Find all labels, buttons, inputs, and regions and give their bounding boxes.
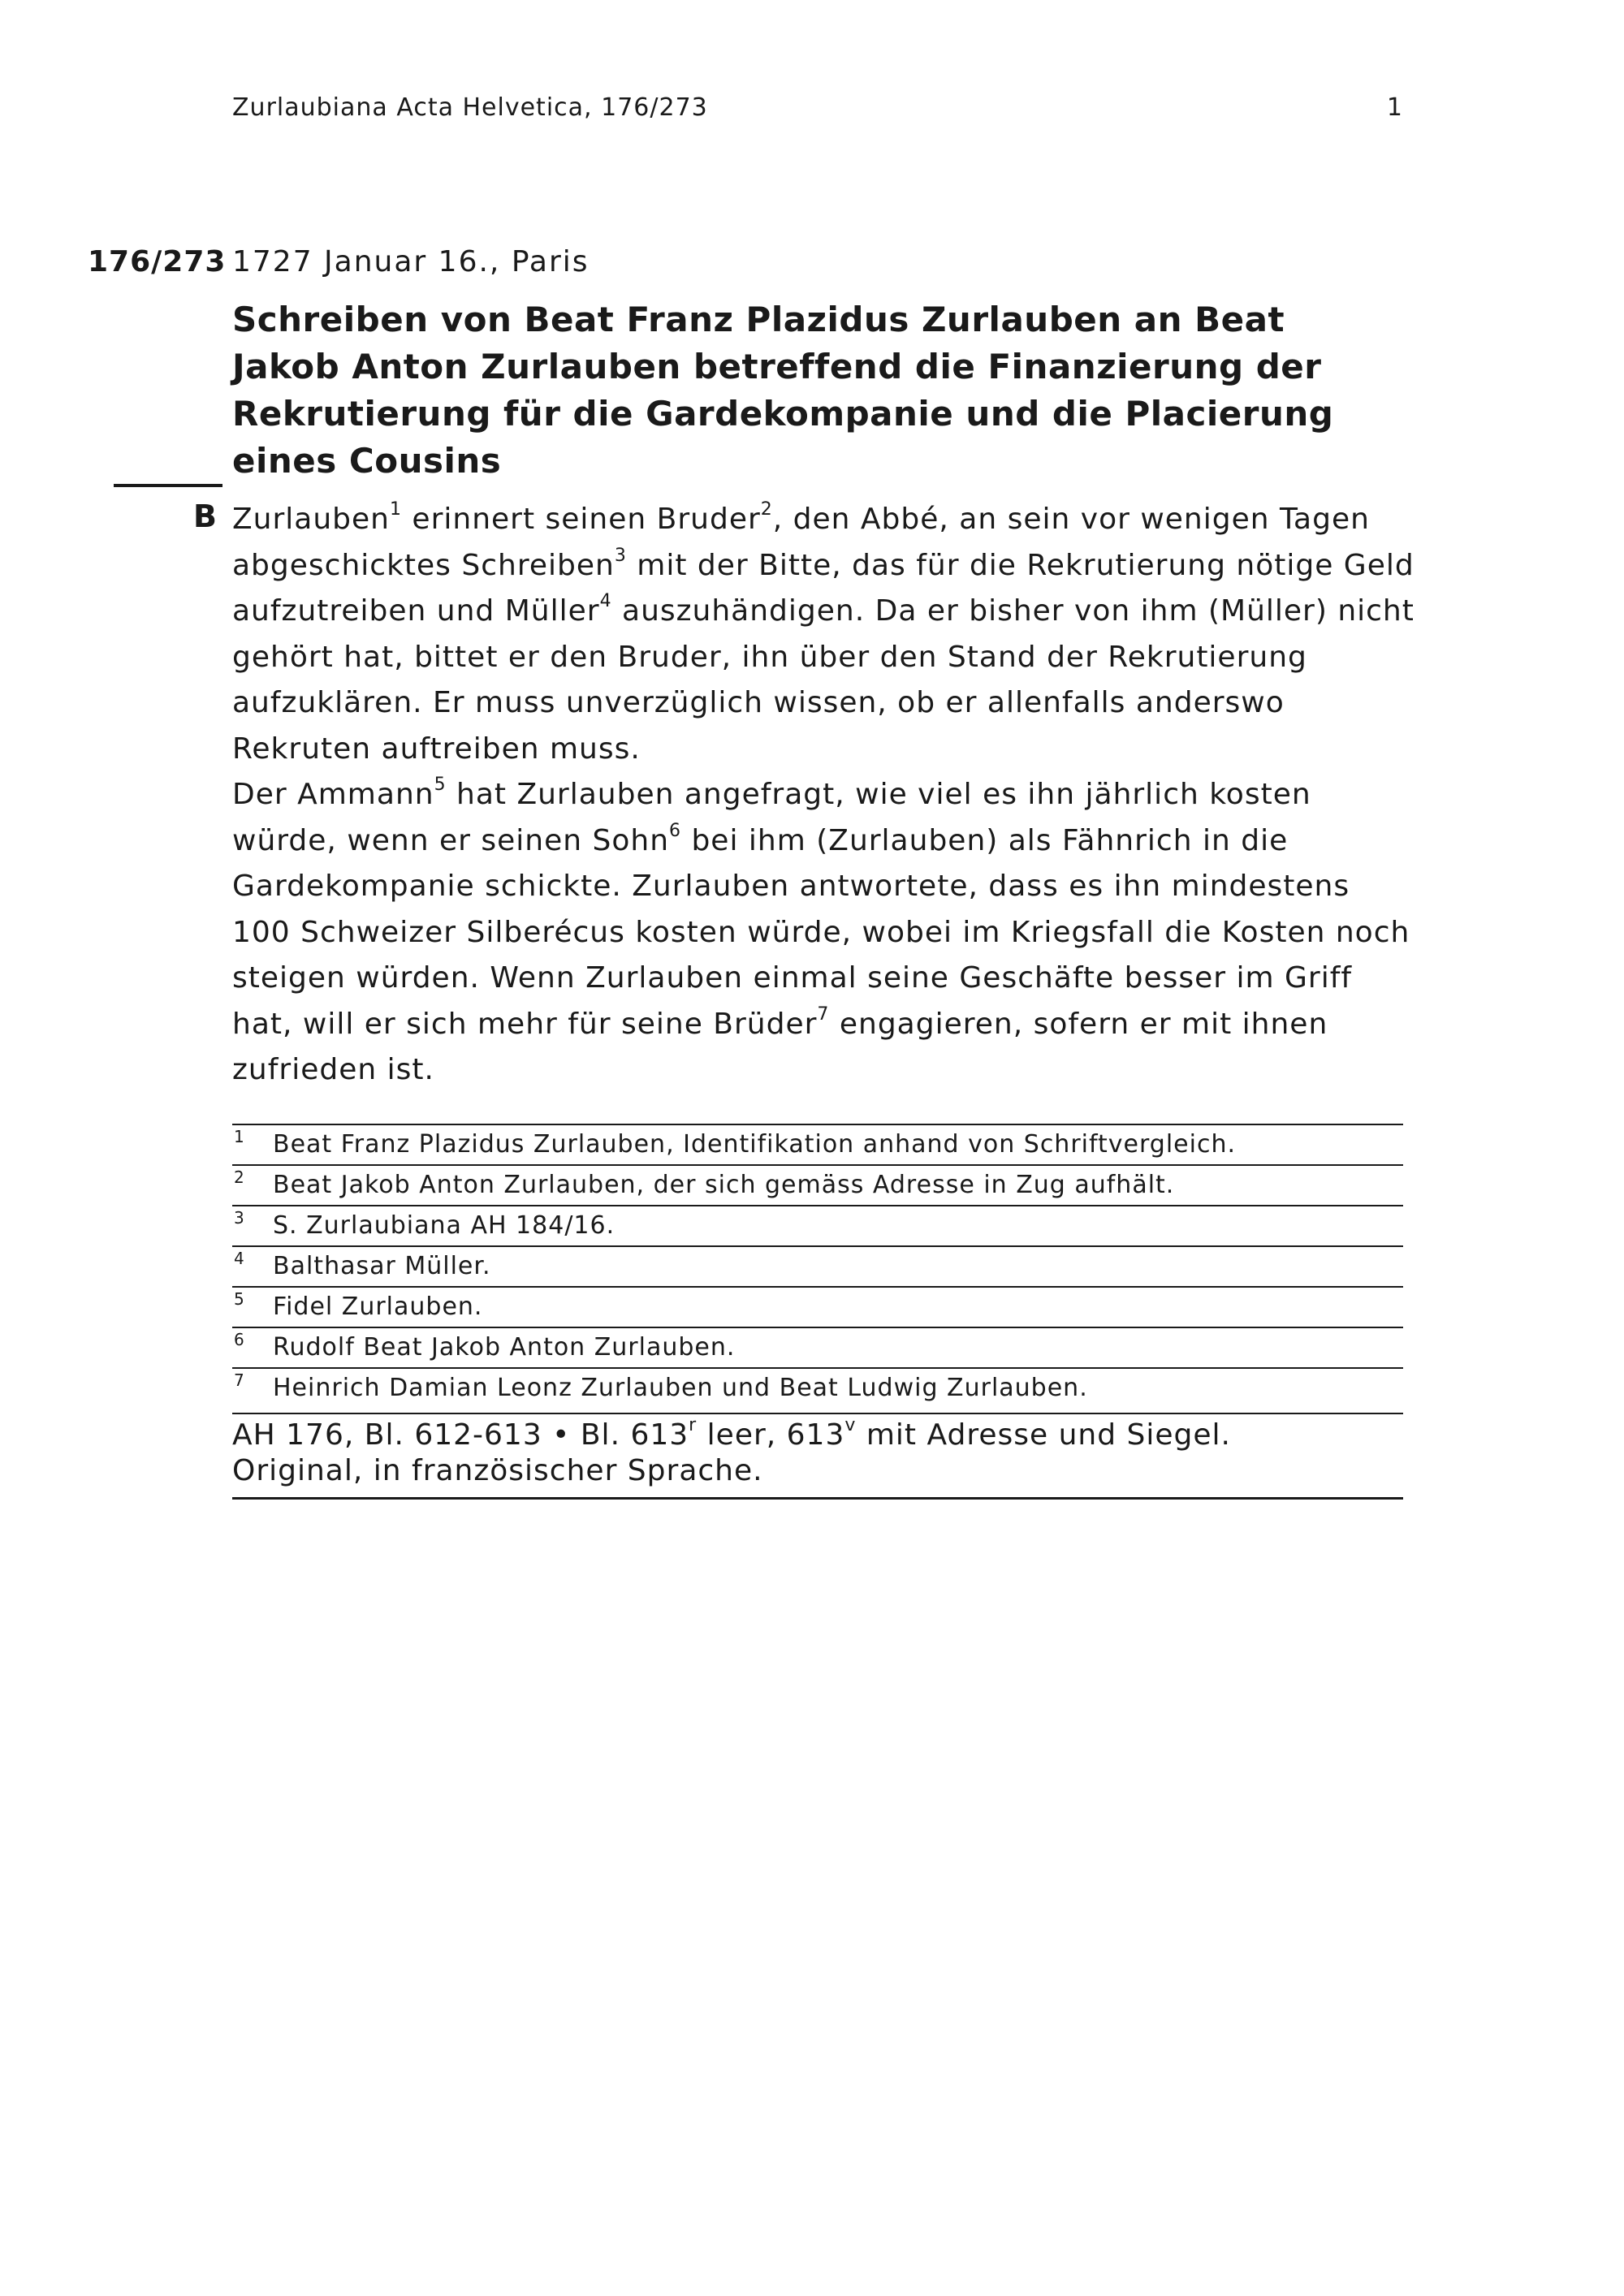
source-description	[232, 1413, 1403, 1500]
regest-text-run: , den Abbé, an sein vor wenigen Tagen abgeschicktes Schreiben	[232, 503, 1370, 582]
footnote	[232, 1367, 1403, 1408]
regest-text-run: mit der Bitte, das für die Rekrutierung nötige Geld aufzutreiben und Müller	[232, 548, 1415, 628]
footnote-text: S. Zurlaubiana AH 184/16.	[273, 1211, 615, 1240]
regest-text-run: erinnert seinen Bruder	[401, 503, 761, 536]
footnote-ref[interactable]: 2	[760, 499, 773, 520]
footnote-ref[interactable]: 4	[599, 591, 612, 611]
regest-text-run: auszuhändigen. Da er bisher von ihm (Müller) nicht gehört hat, bittet er den Bruder, ihn über den Stand der Rekrutierung aufzuklären. Er muss unverzüglich wissen, ob er allenfalls anderswo Rekruten auftreiben muss.	[232, 594, 1415, 766]
section-divider	[114, 484, 222, 487]
footnote-text: Fidel Zurlauben.	[273, 1293, 483, 1321]
footnote-ref[interactable]: 3	[614, 545, 627, 566]
recto-mark: r	[689, 1415, 698, 1435]
regest-text-run: bei ihm (Zurlauben) als Fähnrich in die Gardekompanie schickte. Zurlauben antwortete, dass es ihn mindestens 100 Schweizer Silberécus kosten würde, wobei im Kriegsfall die Kosten noch steigen würden. Wenn Zurlauben einmal seine Geschäfte besser im Griff hat, will er sich mehr für seine Brüder	[232, 823, 1410, 1041]
footnote-number: 5	[234, 1289, 245, 1309]
running-header	[232, 93, 1403, 122]
regest-text-run: Zurlauben	[232, 503, 390, 536]
page-number: 1	[1386, 93, 1403, 122]
source-text-run: leer, 613	[697, 1418, 845, 1452]
entry-title: Schreiben von Beat Franz Plazidus Zurlauben an Beat Jakob Anton Zurlauben betreffend die Finanzierung der Rekrutierung für die Gardekompanie und die Placierung eines Cousins	[232, 300, 1334, 481]
entry-number: 176/273	[88, 245, 227, 278]
verso-mark: v	[844, 1415, 857, 1435]
regest-text-run: hat Zurlauben angefragt, wie viel es ihn jährlich kosten würde, wenn er seinen Sohn	[232, 778, 1311, 857]
regest-text	[232, 497, 1418, 1094]
footnote-text: Balthasar Müller.	[273, 1252, 491, 1280]
footnote-number: 6	[234, 1330, 245, 1349]
footnote-number: 3	[234, 1208, 245, 1228]
footnote-ref[interactable]: 5	[434, 775, 447, 795]
footnote-number: 1	[234, 1127, 245, 1146]
footnote-number: 7	[234, 1370, 245, 1390]
footnote	[232, 1286, 1403, 1327]
footnote-ref[interactable]: 6	[669, 820, 682, 841]
footnote-text: Beat Jakob Anton Zurlauben, der sich gemäss Adresse in Zug aufhält.	[273, 1171, 1175, 1199]
footnote	[232, 1245, 1403, 1286]
regest-paragraph	[232, 772, 1418, 1094]
source-text-run: AH 176, Bl. 612-613 • Bl. 613	[232, 1418, 689, 1452]
source-line	[232, 1415, 1403, 1453]
footnote-text: Beat Franz Plazidus Zurlauben, Identifikation anhand von Schriftvergleich.	[273, 1130, 1237, 1159]
regest-text-run: engagieren, sofern er mit ihnen zufrieden ist.	[232, 1007, 1328, 1086]
regest-paragraph	[232, 497, 1418, 772]
source-text-run: mit Adresse und Siegel.	[856, 1418, 1231, 1452]
footnote	[232, 1164, 1403, 1205]
footnotes	[232, 1124, 1403, 1408]
footnote	[232, 1327, 1403, 1367]
footnote-number: 4	[234, 1249, 245, 1268]
collection-title: Zurlaubiana Acta Helvetica, 176/273	[232, 93, 708, 122]
footnote	[232, 1205, 1403, 1245]
source-language-line: Original, in französischer Sprache.	[232, 1454, 763, 1487]
footnote-text: Heinrich Damian Leonz Zurlauben und Beat Ludwig Zurlauben.	[273, 1374, 1088, 1402]
footnote-ref[interactable]: 7	[817, 1003, 830, 1025]
footnote-text: Rudolf Beat Jakob Anton Zurlauben.	[273, 1333, 736, 1362]
footnote-number: 2	[234, 1167, 245, 1187]
footnote	[232, 1124, 1403, 1164]
entry-date-place: 1727 Januar 16., Paris	[232, 245, 590, 278]
footnote-ref[interactable]: 1	[389, 499, 402, 520]
section-marker: B	[193, 498, 217, 534]
regest-text-run: Der Ammann	[232, 778, 434, 811]
